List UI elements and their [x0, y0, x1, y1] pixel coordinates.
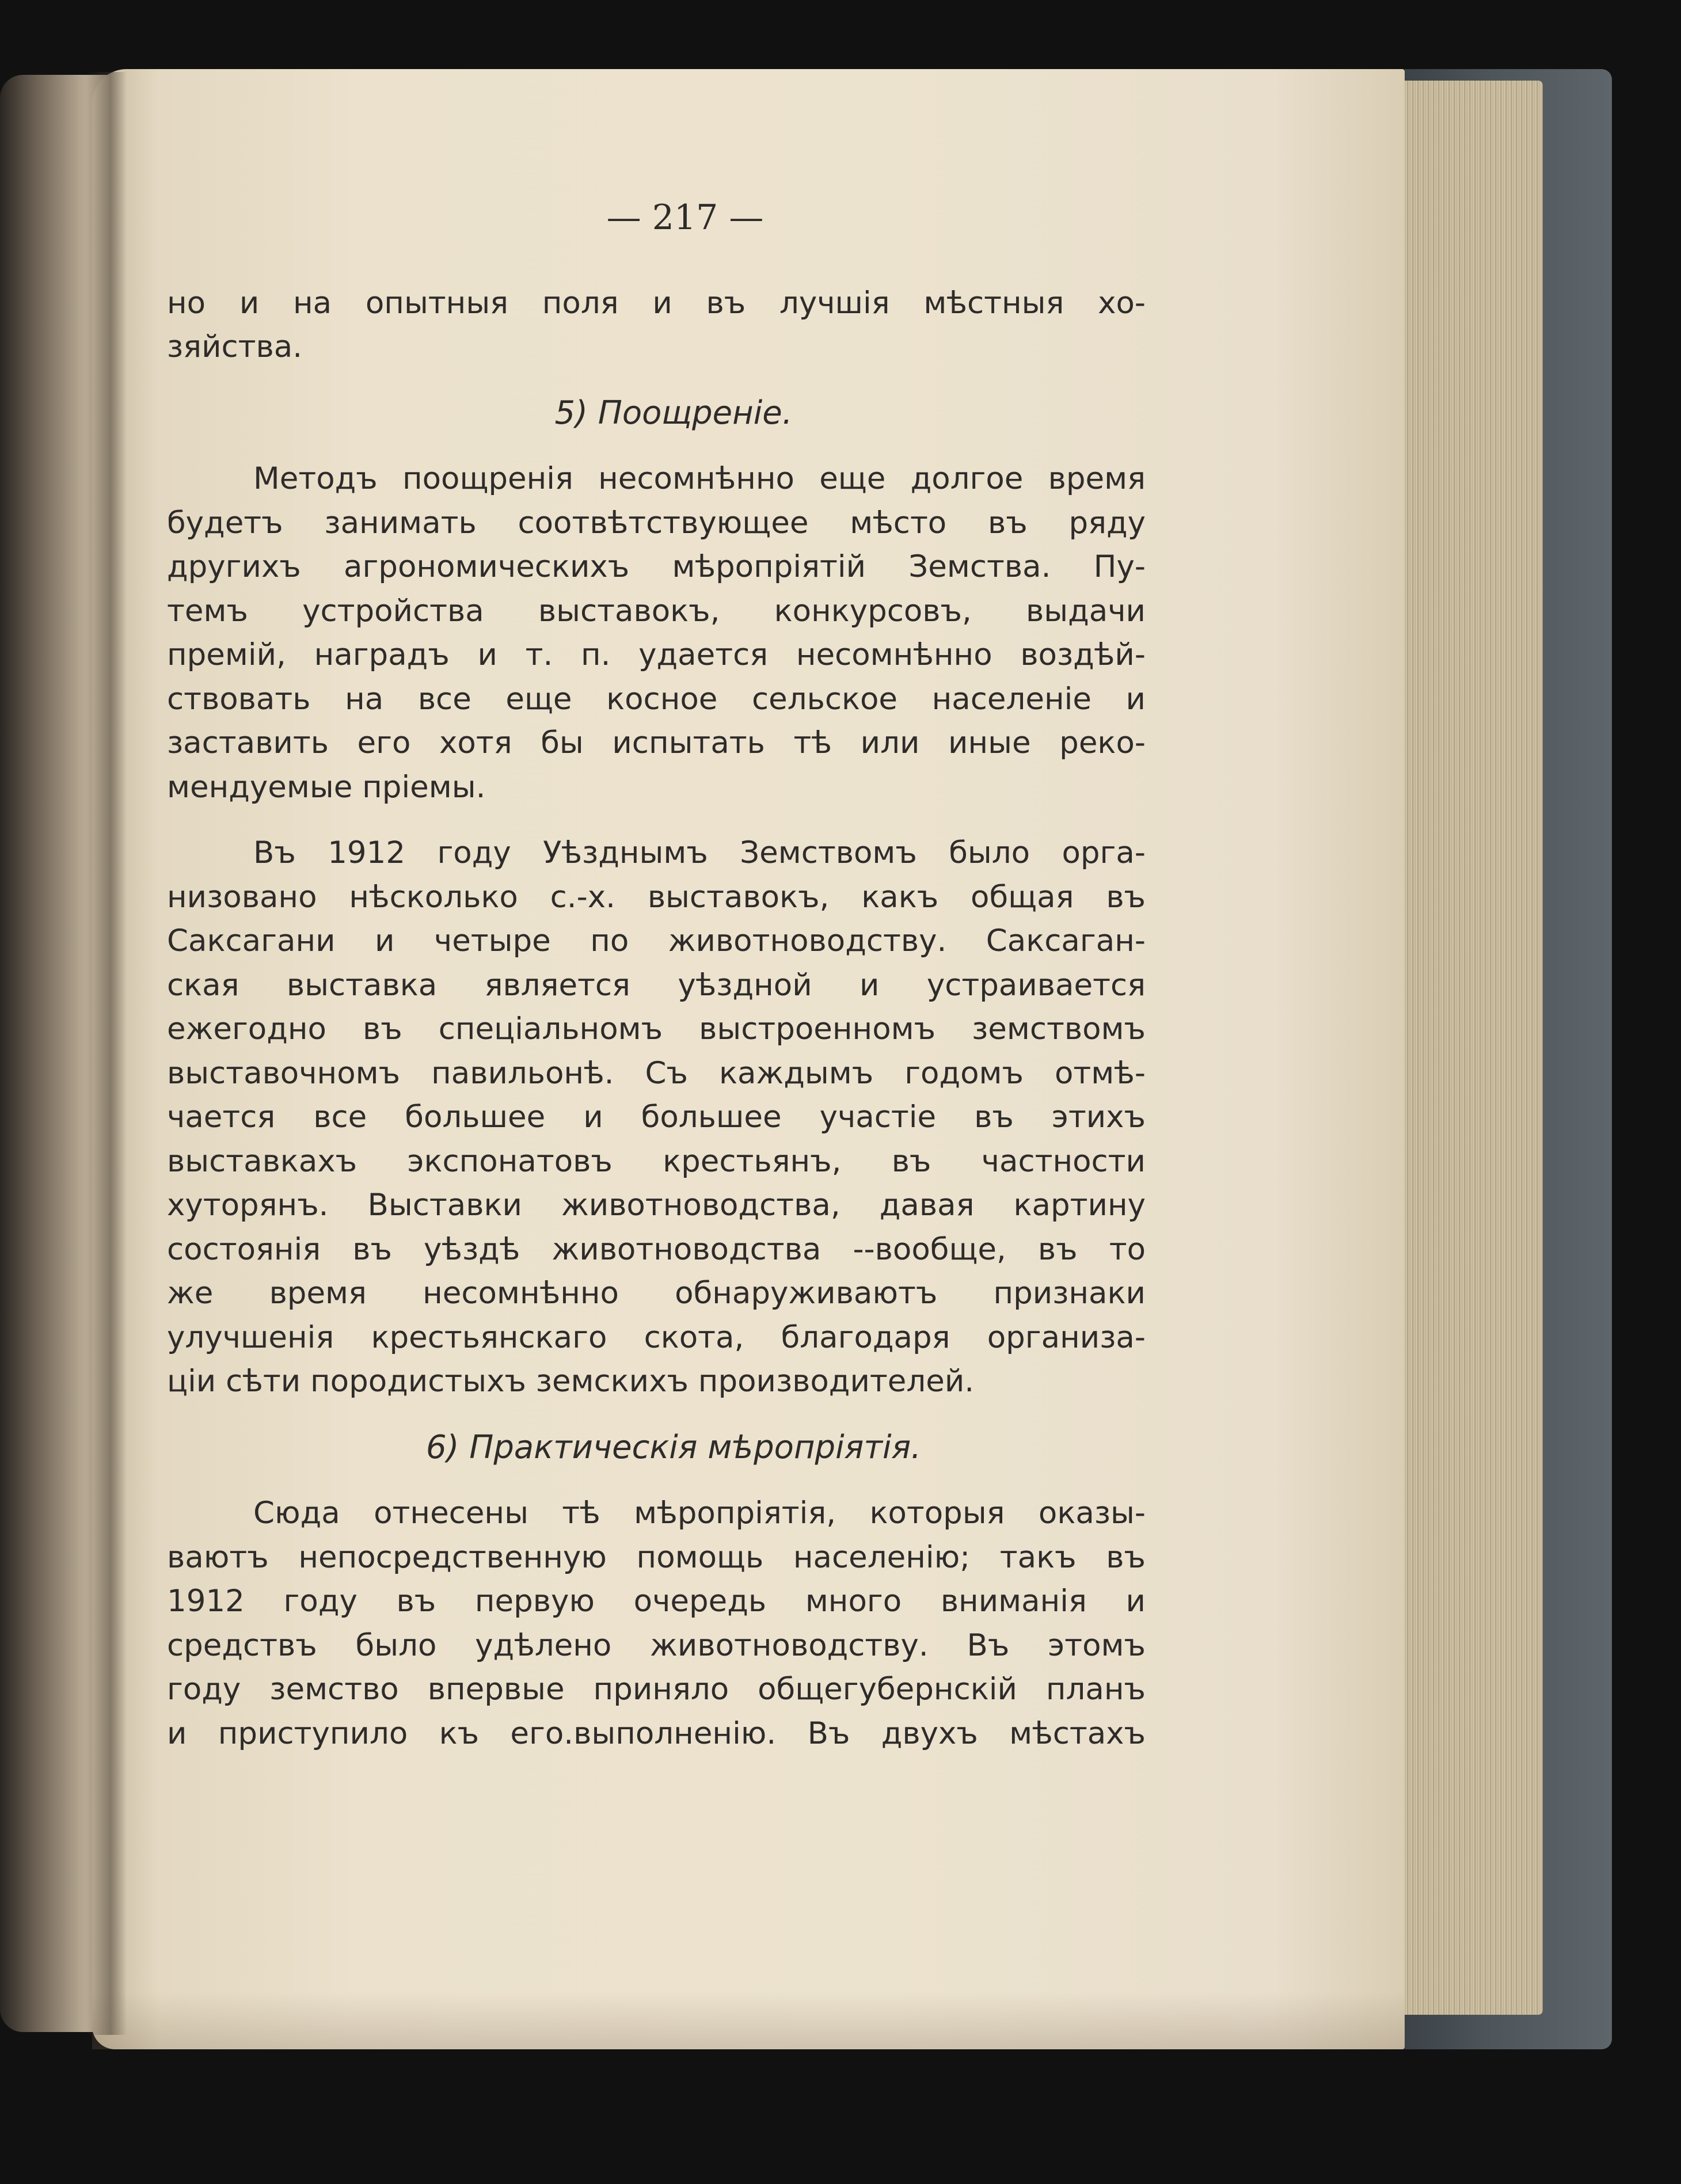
text-line: заставить его хотя бы испытать тѣ или иные реко- [167, 725, 1146, 760]
text-line: ежегодно въ спеціальномъ выстроенномъ земствомъ [167, 1011, 1146, 1047]
text-line: чается все большее и большее участіе въ этихъ [167, 1099, 1146, 1135]
continuation-paragraph [167, 281, 1146, 370]
paragraph [167, 1491, 1146, 1756]
paragraph [167, 831, 1146, 1404]
section-heading-5: 5) Поощренiе. [554, 394, 793, 432]
page-number: — 217 — [606, 197, 764, 238]
text-line: Сюда отнесены тѣ мѣропріятія, которыя оказы- [253, 1496, 1146, 1531]
text-line: Методъ поощренія несомнѣнно еще долгое время [253, 461, 1146, 496]
text-line: но и на опытныя поля и въ лучшія мѣстныя хо- [167, 285, 1146, 321]
text-line: другихъ агрономическихъ мѣропріятій Земства. Пу- [167, 549, 1146, 584]
text-line: выставочномъ павильонѣ. Съ каждымъ годомъ отмѣ- [167, 1055, 1146, 1091]
page-text [167, 196, 1146, 1778]
text-line: ствовать на все еще косное сельское населеніе и [167, 681, 1146, 717]
text-line: средствъ было удѣлено животноводству. Въ этомъ [167, 1627, 1146, 1663]
text-line: Въ 1912 году Уѣзднымъ Земствомъ было орга- [253, 835, 1146, 870]
text-line: же время несомнѣнно обнаруживаютъ признаки [167, 1276, 1146, 1311]
text-line: году земство впервые приняло общегубернскій планъ [167, 1672, 1146, 1707]
text-line: зяйства. [167, 329, 303, 364]
page-stack-edges [1393, 81, 1543, 2015]
text-line: улучшенія крестьянскаго скота, благодаря организа- [167, 1319, 1146, 1355]
text-line: выставкахъ экспонатовъ крестьянъ, въ частности [167, 1143, 1146, 1179]
paragraph [167, 457, 1146, 809]
text-line: ваютъ непосредственную помощь населенію; такъ въ [167, 1539, 1146, 1575]
text-line: 1912 году въ первую очередь много вниманія и [167, 1584, 1146, 1619]
text-line: ціи сѣти породистыхъ земскихъ производителей. [167, 1364, 975, 1399]
gutter-shadow [86, 72, 127, 2035]
text-line: хуторянъ. Выставки животноводства, давая картину [167, 1188, 1146, 1223]
text-line: низовано нѣсколько с.-х. выставокъ, какъ общая въ [167, 879, 1146, 915]
text-line: и приступило къ его.выполненію. Въ двухъ мѣстахъ [167, 1715, 1146, 1751]
section-heading-6: 6) Практическiя мѣропрiятiя. [425, 1428, 922, 1466]
text-line: будетъ занимать соотвѣтствующее мѣсто въ ряду [167, 505, 1146, 541]
text-line: ская выставка является уѣздной и устраивается [167, 967, 1146, 1003]
text-line: темъ устройства выставокъ, конкурсовъ, выдачи [167, 593, 1146, 629]
text-line: премій, наградъ и т. п. удается несомнѣнно воздѣй- [167, 637, 1146, 672]
text-line: состоянія въ уѣздѣ животноводства --вообще, въ то [167, 1231, 1146, 1267]
text-line: Саксагани и четыре по животноводству. Саксаган- [167, 923, 1146, 958]
page-bottom-shadow [92, 1992, 1405, 2049]
text-line: мендуемые пріемы. [167, 769, 486, 805]
